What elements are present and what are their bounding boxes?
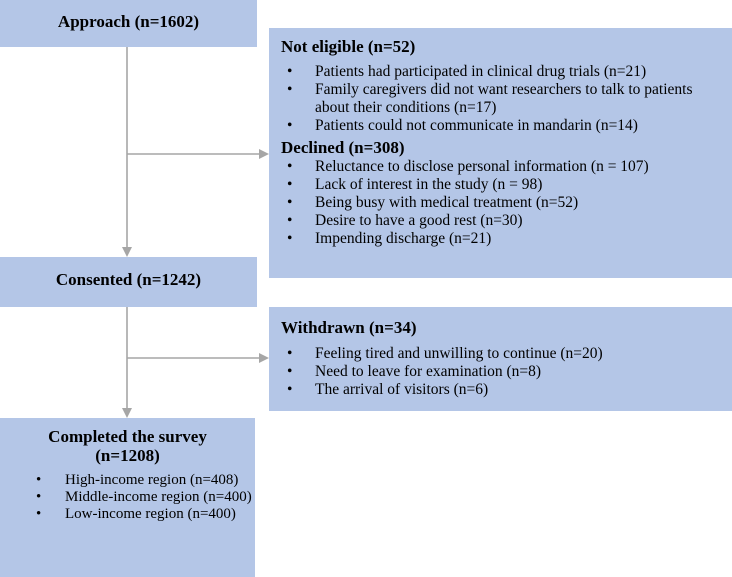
declined-item: • Being busy with medical treatment (n=52): [281, 194, 732, 212]
completed-region-item: • Low-income region (n=400): [0, 506, 255, 523]
completed-region-list: [0, 472, 255, 523]
not-eligible-item: • Family caregivers did not want researchers to talk to patients about their conditions (n=17): [281, 81, 732, 117]
not-eligible-item: • Patients had participated in clinical drug trials (n=21): [281, 63, 732, 81]
approach-label: Approach (n=1602): [57, 12, 200, 31]
approach-box: [0, 0, 257, 47]
declined-item: • Lack of interest in the study (n = 98): [281, 176, 732, 194]
consented-label: Consented (n=1242): [55, 270, 202, 289]
completed-region-item: • High-income region (n=408): [0, 472, 255, 489]
declined-item: • Impending discharge (n=21): [281, 230, 732, 248]
declined-list: [281, 158, 732, 248]
declined-title: Declined (n=308): [281, 138, 405, 157]
consented-box: [0, 257, 257, 307]
withdrawn-item: • The arrival of visitors (n=6): [281, 381, 732, 399]
completed-title-line2: (n=1208): [95, 446, 160, 465]
withdrawn-list: [281, 345, 732, 399]
not-eligible-item: • Patients could not communicate in mandarin (n=14): [281, 117, 732, 135]
declined-item: • Reluctance to disclose personal information (n = 107): [281, 158, 732, 176]
exclusion-box: [269, 28, 732, 278]
not-eligible-title: Not eligible (n=52): [281, 37, 416, 56]
withdrawn-title: Withdrawn (n=34): [281, 318, 417, 337]
not-eligible-list: [281, 63, 732, 135]
completed-title-line1: Completed the survey: [48, 427, 207, 446]
withdrawn-item: • Need to leave for examination (n=8): [281, 363, 732, 381]
completed-region-item: • Middle-income region (n=400): [0, 489, 255, 506]
withdrawn-box: [269, 307, 732, 411]
declined-item: • Desire to have a good rest (n=30): [281, 212, 732, 230]
withdrawn-item: • Feeling tired and unwilling to continue (n=20): [281, 345, 732, 363]
completed-box: [0, 418, 255, 577]
